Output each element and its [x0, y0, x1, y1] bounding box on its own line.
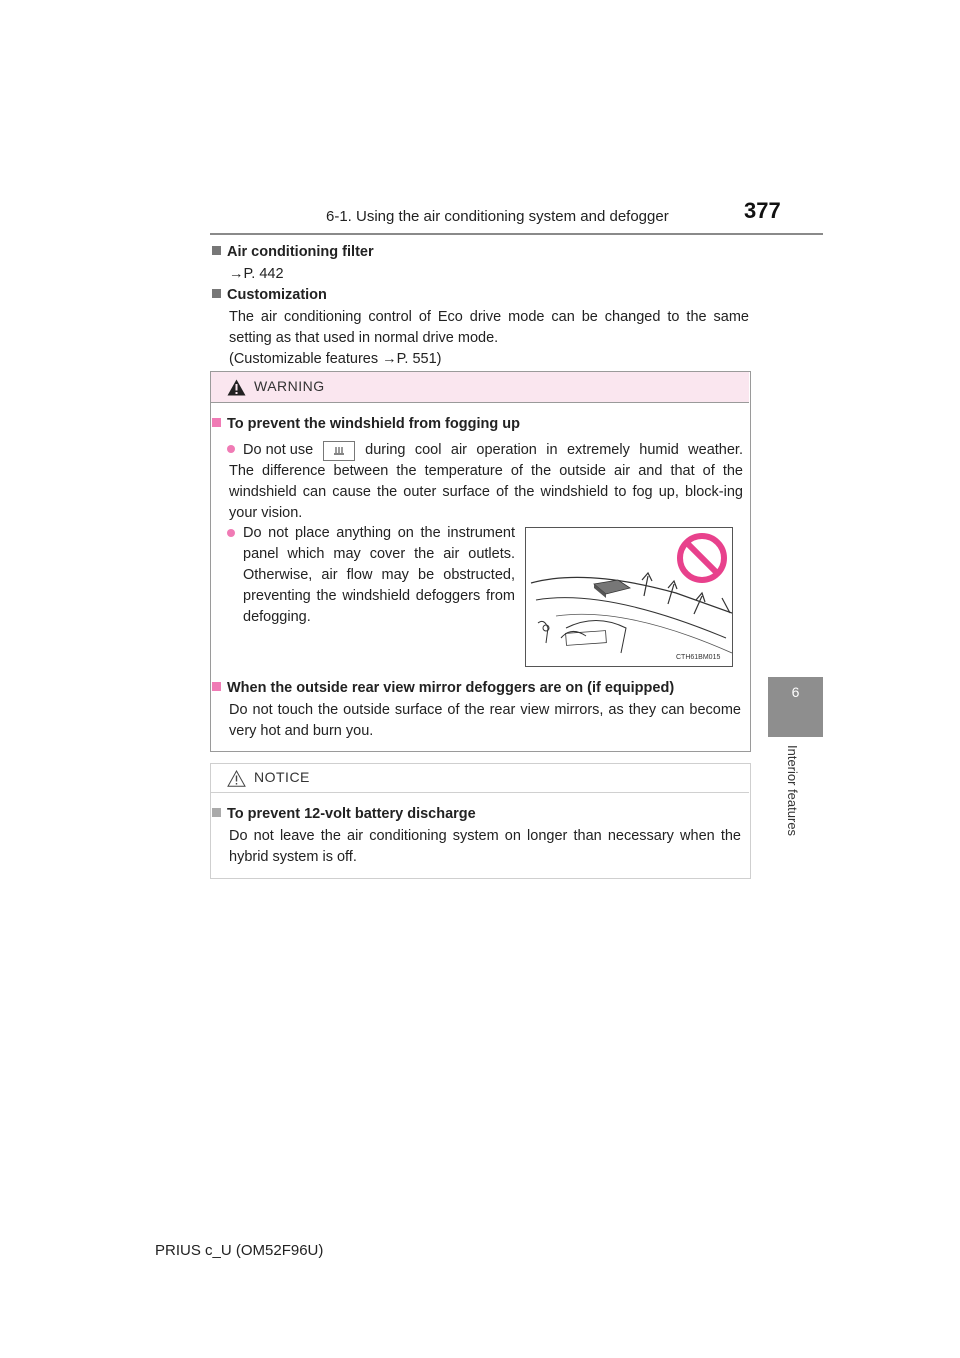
warning-bullet-instrument-panel: Do not place anything on the instrument panel which may cover the air outlets. Otherwise, air flow may be obstructed, preventing the windshield defoggers from defogging.: [227, 523, 515, 628]
chapter-label: Interior features: [785, 745, 800, 837]
square-bullet-icon: [212, 808, 221, 817]
defroster-button-icon: [323, 441, 355, 461]
warning-triangle-icon: [227, 379, 246, 396]
item-ref-air-filter[interactable]: →P. 442: [229, 266, 284, 282]
warning-mirror-text: Do not touch the outside surface of the rear view mirrors, as they can become very hot and burn you.: [229, 702, 741, 739]
round-bullet-icon: [227, 529, 235, 537]
square-bullet-icon: [212, 418, 221, 427]
square-bullet-icon: [212, 289, 221, 298]
notice-title: NOTICE: [254, 769, 310, 785]
square-bullet-icon: [212, 682, 221, 691]
warning-section-fogging-title: To prevent the windshield from fogging up: [212, 416, 520, 432]
item-title-air-filter: Air conditioning filter: [212, 244, 374, 260]
item-text-customization: The air conditioning control of Eco drive mode can be changed to the same setting as that used in normal drive mode. (Customizable features →P. 551): [229, 309, 749, 367]
notice-header: [211, 764, 749, 793]
notice-triangle-icon: [227, 770, 246, 787]
notice-text: Do not leave the air conditioning system on longer than necessary when the hybrid system is off.: [229, 828, 741, 865]
notice-section-title: To prevent 12-volt battery discharge: [212, 806, 476, 822]
dashboard-illustration: [525, 527, 733, 667]
warning-section-mirror-title: When the outside rear view mirror defoggers are on (if equipped): [212, 680, 674, 696]
illustration-code: CTH61BM015: [676, 654, 721, 661]
section-title: 6-1. Using the air conditioning system and defogger: [326, 208, 669, 225]
header-rule: [210, 233, 823, 235]
warning-bullet-defog-button: Do not use during cool air operation in extremely humid weather. The difference between the temperature of the outside air and that of the windshield can cause the outer surface of the windshield to fog up, block-ing your vision.: [229, 442, 743, 521]
item-title-customization: Customization: [212, 287, 327, 303]
page-number: 377: [744, 198, 781, 223]
chapter-number: 6: [791, 684, 800, 700]
footer-model: PRIUS c_U (OM52F96U): [155, 1242, 324, 1259]
square-bullet-icon: [212, 246, 221, 255]
warning-header: [211, 372, 749, 403]
dashboard-drawing: [526, 528, 732, 666]
warning-title: WARNING: [254, 378, 325, 394]
round-bullet-icon: [227, 445, 235, 453]
